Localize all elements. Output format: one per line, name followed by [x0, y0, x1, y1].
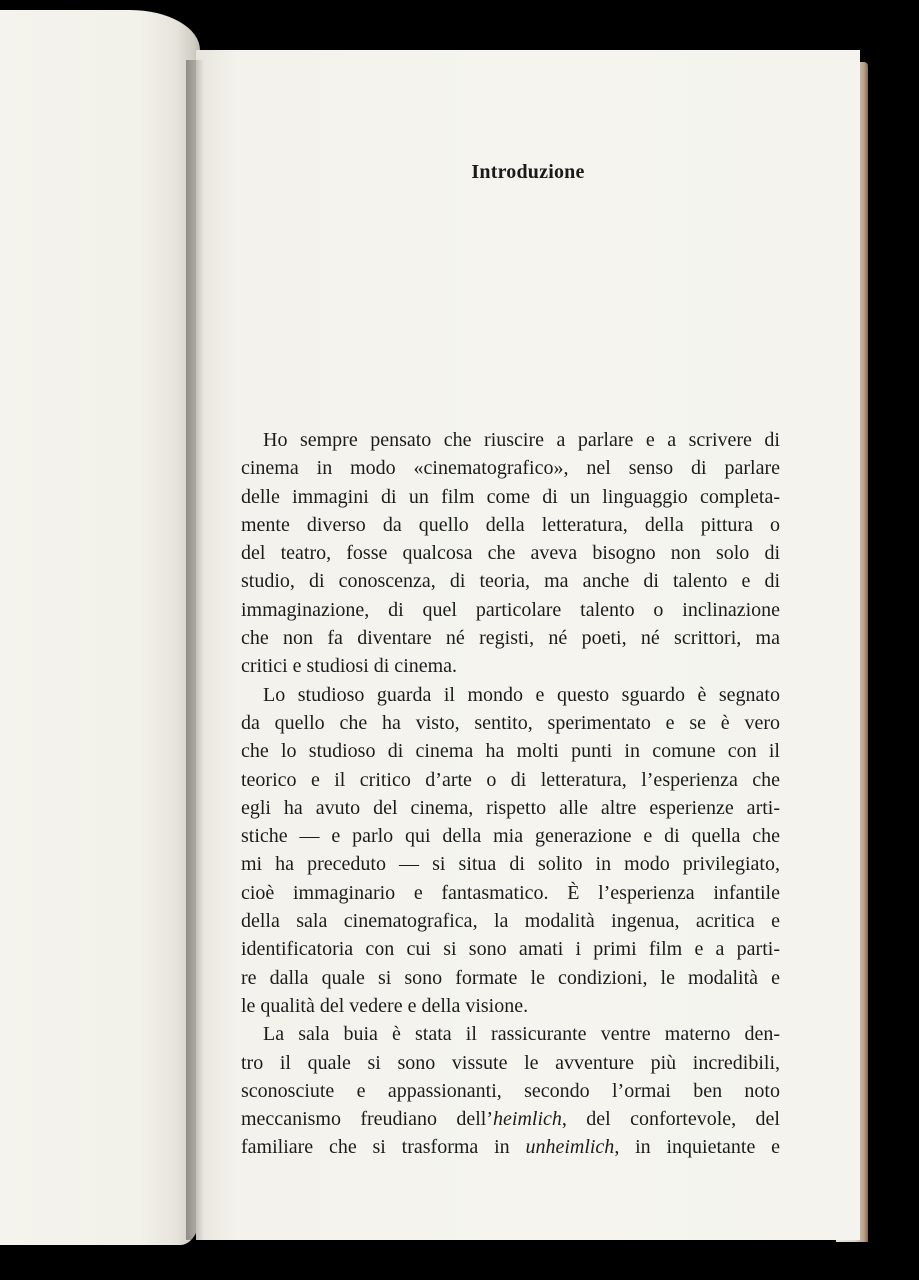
- chapter-title: Introduzione: [471, 161, 585, 183]
- text-line: stiche — e parlo qui della mia generazione e di quella che: [241, 825, 780, 848]
- italic-term: heimlich: [493, 1108, 562, 1131]
- text-line: sconosciute e appassionanti, secondo l’ormai ben noto: [241, 1079, 780, 1102]
- text-line: [241, 1105, 780, 1133]
- text-line: [241, 1133, 780, 1161]
- text-segment: meccanismo freudiano dell’: [241, 1108, 494, 1131]
- left-page: [0, 10, 200, 1245]
- text-line: tro il quale si sono vissute le avventure più incredibili,: [241, 1051, 780, 1074]
- text-line: le qualità del vedere e della visione.: [241, 994, 529, 1017]
- right-page: [196, 50, 860, 1240]
- text-line: critici e studiosi di cinema.: [241, 655, 458, 678]
- text-line: che non fa diventare né registi, né poeti, né scrittori, ma: [241, 627, 780, 650]
- text-line: egli ha avuto del cinema, rispetto alle altre esperienze arti-: [241, 796, 780, 819]
- text-line: teorico e il critico d’arte o di letteratura, l’esperienza che: [241, 768, 780, 791]
- text-line: studio, di conoscenza, di teoria, ma anche di talento e di: [241, 570, 780, 593]
- text-line: identificatoria con cui si sono amati i primi film e a parti-: [241, 938, 780, 961]
- text-line: La sala buia è stata il rassicurante ventre materno den-: [263, 1023, 780, 1046]
- book-gutter-shadow: [186, 60, 204, 1240]
- text-segment: , in inquietante e: [614, 1136, 780, 1159]
- text-line: cinema in modo «cinematografico», nel senso di parlare: [241, 457, 780, 480]
- text-line: immaginazione, di quel particolare talento o inclinazione: [241, 598, 780, 621]
- text-segment: , del confortevole, del: [561, 1108, 780, 1131]
- text-line: Lo studioso guarda il mondo e questo sguardo è segnato: [263, 683, 780, 706]
- text-line: che lo studioso di cinema ha molti punti in comune con il: [241, 740, 780, 763]
- text-line: mente diverso da quello della letteratura, della pittura o: [241, 513, 780, 536]
- italic-term: unheimlich: [525, 1136, 615, 1159]
- paragraph-1: [241, 426, 780, 681]
- paragraph-2: [241, 681, 780, 1021]
- text-segment: familiare che si trasforma in: [241, 1136, 526, 1159]
- text-line: Ho sempre pensato che riuscire a parlare e a scrivere di: [263, 429, 780, 451]
- text-line: cioè immaginario e fantasmatico. È l’esperienza infantile: [241, 881, 780, 904]
- text-line: da quello che ha visto, sentito, sperimentato e se è vero: [241, 711, 780, 734]
- paragraph-3: [241, 1020, 780, 1161]
- text-line: del teatro, fosse qualcosa che aveva bisogno non solo di: [241, 542, 780, 565]
- body-text: [241, 426, 780, 1162]
- text-line: delle immagini di un film come di un linguaggio completa-: [241, 485, 780, 508]
- text-line: re dalla quale si sono formate le condizioni, le modalità e: [241, 966, 780, 989]
- text-line: della sala cinematografica, la modalità ingenua, acritica e: [241, 910, 780, 933]
- text-line: mi ha preceduto — si situa di solito in modo privilegiato,: [241, 853, 780, 876]
